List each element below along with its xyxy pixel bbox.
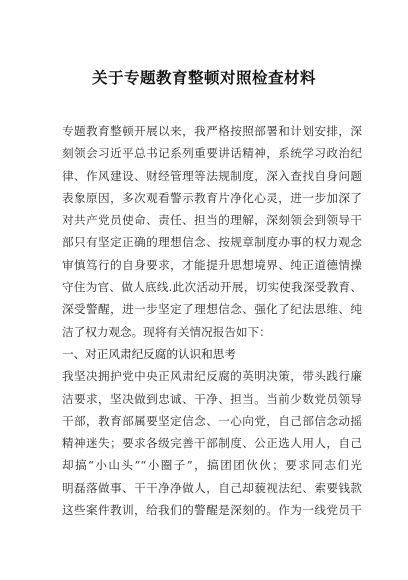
paragraph-line: 守住为官、做人底线.此次活动开展，切实使我深受教育、 — [62, 280, 362, 295]
paragraph-line: 专题教育整顿开展以来，我严格按照部署和计划安排，深 — [62, 124, 362, 138]
document-body — [62, 120, 362, 521]
paragraph-line: 部只有坚定正确的理想信念、按规章制度办事的权力观念 — [62, 235, 362, 250]
paragraph-line: 却搞“小山头”“小圈子”，搞团团伙伙；要求同志们光 — [62, 458, 362, 473]
paragraph-line: 刻领会习近平总书记系列重要讲话精神，系统学习政治纪 — [62, 146, 362, 161]
paragraph-line: 洁要求，坚决做到忠诚、干净、担当。当前少数党员领导 — [62, 391, 362, 406]
paragraph-line: 深受警醒，进一步坚定了理想信念、强化了纪法思维、纯 — [62, 302, 362, 317]
paragraph-line: 表象原因，多次观看警示教育片净化心灵，进一步加深了 — [62, 190, 362, 205]
paragraph-line: 审慎笃行的自身要求，才能提升思想境界、纯正道德情操 — [62, 257, 362, 272]
paragraph-line: 律、作风建设、财经管理等法规制度，深入查找自身问题 — [62, 168, 362, 183]
paragraph-line: 对共产党员使命、责任、担当的理解，深刻领会到领导干 — [62, 213, 362, 228]
section-heading: 一、对正风肃纪反腐的认识和思考 — [62, 346, 236, 361]
paragraph-line: 这些案件教训，给我们的警醒是深刻的。作为一线党员干 — [62, 503, 362, 518]
paragraph-line: 洁了权力观念。现将有关情况报告如下： — [62, 324, 271, 339]
paragraph-line: 明磊落做事、干干净净做人，自己却藐视法纪、索要钱款 — [62, 480, 362, 495]
paragraph-line: 我坚决拥护党中央正风肃纪反腐的英明决策，带头践行廉 — [62, 369, 362, 384]
paragraph-line: 干部，教育部属要坚定信念、一心向党，自己部信念动摇 — [62, 413, 362, 428]
paragraph-line: 精神迷失；要求各级完善干部制度、公正选人用人，自己 — [62, 436, 362, 451]
document-title: 关于专题教育整顿对照检查材料 — [91, 69, 316, 87]
